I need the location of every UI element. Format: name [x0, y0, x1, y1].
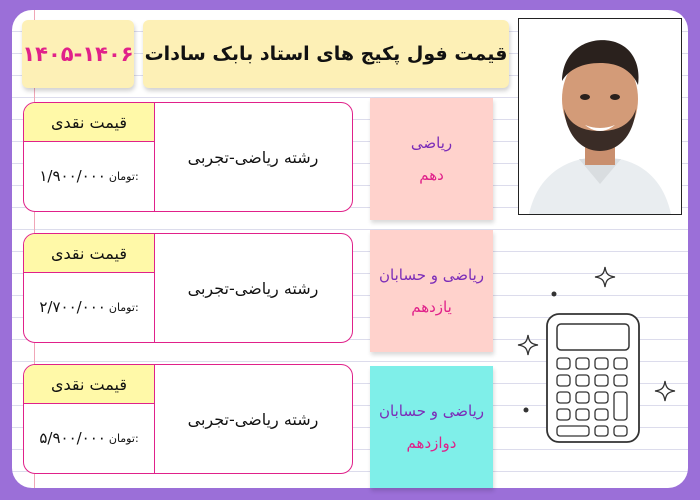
calculator-icon: [545, 312, 641, 444]
price-amount: ۱/۹۰۰/۰۰۰: [39, 167, 106, 185]
teacher-portrait-icon: [519, 19, 681, 214]
price-currency: تومان:: [108, 431, 139, 445]
grade-note-2: [370, 230, 493, 352]
sparkle-icon: [517, 334, 539, 356]
price-title: قیمت نقدی: [24, 103, 154, 142]
price-amount: ۲/۷۰۰/۰۰۰: [39, 298, 106, 316]
price-card-2: [23, 233, 353, 343]
price-currency: تومان:: [108, 300, 139, 314]
grade-note-1: [370, 98, 493, 220]
price-card-3: [23, 364, 353, 474]
subject-label: ریاضی: [410, 134, 453, 152]
price-amount: ۵/۹۰۰/۰۰۰: [39, 429, 106, 447]
price-row: [24, 141, 154, 211]
price-section: [24, 234, 155, 342]
sparkle-dot-icon: [522, 406, 530, 414]
grade-label: یازدهم: [411, 298, 452, 316]
price-currency: تومان:: [108, 169, 139, 183]
field-label: رشته ریاضی-تجربی: [187, 147, 319, 167]
grade-label: دهم: [419, 166, 444, 184]
sparkle-dot-icon: [550, 290, 558, 298]
field-label: رشته ریاضی-تجربی: [187, 409, 319, 429]
price-title: قیمت نقدی: [24, 365, 154, 404]
grade-note-3: [370, 366, 493, 488]
teacher-photo: [518, 18, 682, 215]
grade-label: دوازدهم: [406, 434, 457, 452]
price-card-1: [23, 102, 353, 212]
subject-label: ریاضی و حسابان: [379, 266, 484, 284]
price-section: [24, 103, 155, 211]
subject-label: ریاضی و حسابان: [379, 402, 484, 420]
price-title: قیمت نقدی: [24, 234, 154, 273]
sparkle-icon: [594, 266, 616, 288]
page-title: قیمت فول پکیج های استاد بابک سادات: [143, 20, 509, 88]
price-row: [24, 272, 154, 342]
year-label: ۱۴۰۵-۱۴۰۶: [22, 20, 134, 88]
price-row: [24, 403, 154, 473]
price-section: [24, 365, 155, 473]
field-label: رشته ریاضی-تجربی: [187, 278, 319, 298]
sparkle-icon: [654, 380, 676, 402]
